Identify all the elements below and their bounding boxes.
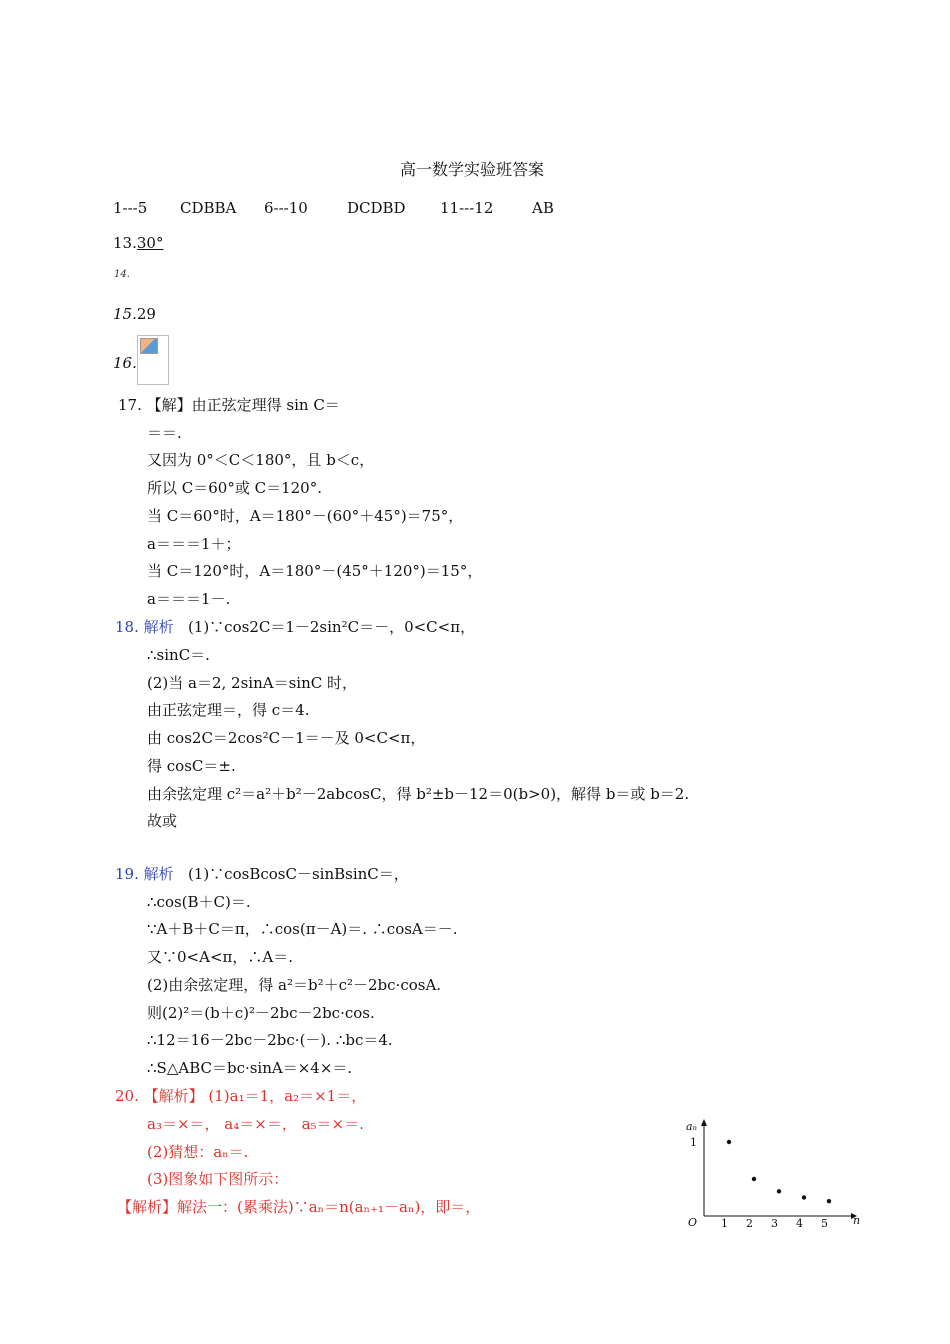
range-2: 6---10 [264, 199, 308, 217]
q20-line: a₃＝×＝， a₄＝×＝， a₅＝×＝. [147, 1115, 364, 1133]
q20-part1: (1)a₁＝1，a₂＝×1＝， [208, 1087, 367, 1105]
answer-1: CDBBA [180, 199, 237, 217]
x-tick-label: 5 [821, 1217, 828, 1230]
q15 [113, 304, 156, 324]
q19-line: ∴12＝16－2bc－2bc·(－). ∴bc＝4. [147, 1031, 393, 1049]
q19-line: ∴cos(B＋C)＝. [147, 893, 251, 911]
q19-line: 又∵0<A<π，∴A＝. [147, 948, 293, 966]
q13-number: 13. [113, 234, 137, 252]
sequence-graph [676, 1116, 861, 1231]
q17-line: 当 C＝120°时，A＝180°－(45°＋120°)＝15°， [147, 562, 483, 580]
data-point [827, 1199, 831, 1203]
x-tick-label: 3 [771, 1217, 778, 1230]
broken-image-icon [137, 335, 169, 385]
q19-heading: 19. 解析 [115, 865, 174, 883]
q14-number: 14. [114, 269, 130, 280]
q18-line: (2)当 a＝2, 2sinA＝sinC 时， [147, 674, 357, 692]
q20-last-line: 【解析】解法一：(累乘法)∵aₙ＝n(aₙ₊₁－aₙ)，即＝， [117, 1198, 481, 1216]
q18-part1: (1)∵cos2C＝1－2sin²C＝－，0<C<π， [187, 618, 476, 636]
q13-answer: 30° [136, 234, 164, 252]
x-tick-label: 4 [796, 1217, 803, 1230]
origin-label: O [688, 1216, 698, 1229]
q17-line: 17. 【解】由正弦定理得 sin C＝ [118, 396, 340, 414]
q19-part1: (1)∵cosBcosC－sinBsinC＝， [187, 865, 409, 883]
q18-line: ∴sinC＝. [147, 646, 210, 664]
y-axis-label: aₙ [686, 1120, 698, 1133]
range-1: 1---5 [113, 199, 148, 217]
q19-first-line [115, 864, 409, 884]
answer-3: AB [532, 199, 554, 217]
q18-line: 由正弦定理＝，得 c＝4. [147, 701, 310, 719]
data-point [777, 1189, 781, 1193]
q18-heading: 18. 解析 [115, 618, 174, 636]
page-title: 高一数学实验班答案 [400, 160, 545, 179]
x-axis-label: n [853, 1214, 861, 1227]
q17-line: a＝＝＝1＋； [147, 535, 241, 553]
q19-line: ∴S△ABC＝bc·sinA＝×4×＝. [147, 1059, 353, 1077]
q13 [113, 233, 163, 253]
q18-line: 由余弦定理 c²＝a²＋b²－2abcosC，得 b²±b－12＝0(b>0)，解得 b＝或 b＝2. [147, 785, 690, 803]
q17-line: 所以 C＝60°或 C＝120°. [147, 479, 322, 497]
data-point [727, 1140, 731, 1144]
q17-line: 又因为 0°＜C＜180°，且 b＜c， [147, 451, 375, 469]
range-3: 11---12 [440, 199, 494, 217]
data-point [752, 1177, 756, 1181]
x-tick-label: 1 [721, 1217, 728, 1230]
q19-line: ∵A＋B＋C＝π，∴cos(π－A)＝. ∴cosA＝－. [147, 920, 458, 938]
q17-line: 当 C＝60°时，A＝180°－(60°＋45°)＝75°， [147, 507, 464, 525]
y-tick-label: 1 [690, 1136, 697, 1149]
q18-line: 故或 [147, 812, 178, 830]
q16-number: 16. [113, 354, 137, 372]
q17-line: ＝＝. [147, 424, 182, 442]
q20-line: (3)图象如下图所示： [147, 1170, 289, 1188]
data-point [802, 1195, 806, 1199]
q19-line: (2)由余弦定理，得 a²＝b²＋c²－2bc·cosA. [147, 976, 442, 994]
q19-line: 则(2)²＝(b＋c)²－2bc－2bc·cos. [147, 1004, 375, 1022]
q18-first-line [115, 617, 475, 637]
x-tick-label: 2 [746, 1217, 753, 1230]
q15-answer: 29 [136, 305, 156, 323]
q15-number: 15. [113, 305, 137, 323]
q18-line: 得 cosC＝±. [147, 757, 236, 775]
q20-heading: 20. 【解析】 [115, 1087, 204, 1105]
answer-2: DCDBD [347, 199, 406, 217]
q20-line: (2)猜想：aₙ＝. [147, 1143, 249, 1161]
q18-line: 由 cos2C＝2cos²C－1＝－及 0<C<π， [147, 729, 426, 747]
q17-line: a＝＝＝1－. [147, 590, 231, 608]
y-axis-arrow [701, 1119, 707, 1126]
q20-first-line [115, 1086, 366, 1106]
